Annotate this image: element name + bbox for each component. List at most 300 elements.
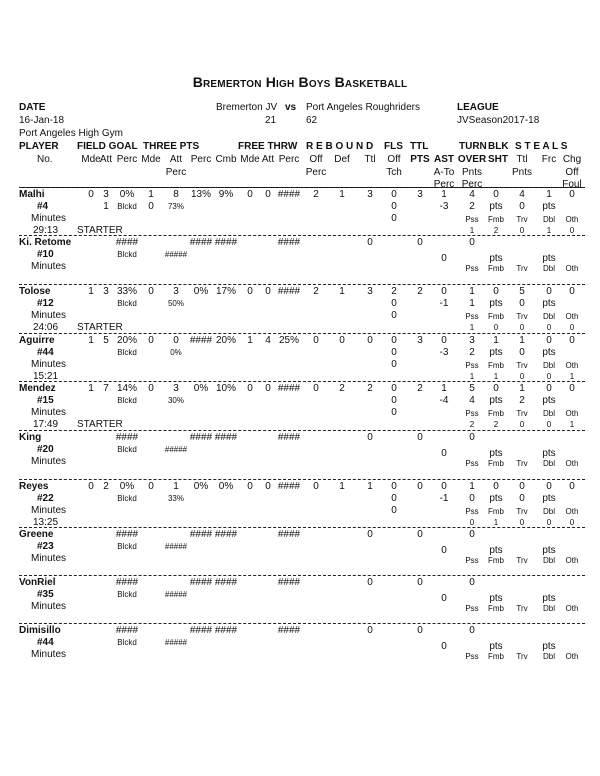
player-number: #15: [37, 395, 54, 406]
steal-pts-label: pts: [542, 545, 556, 556]
stat-ast: 1: [441, 383, 447, 394]
minutes-label: Minutes: [31, 601, 67, 612]
stat-frc: 1: [546, 189, 552, 200]
turnover-pts-label: pts: [489, 545, 503, 556]
header-ttl-reb: Ttl: [364, 154, 376, 165]
stat-fgm: 0: [88, 189, 94, 200]
tp-placeholder: ####: [189, 237, 213, 248]
over-value: 0: [469, 625, 475, 636]
pss-label: Pss: [465, 507, 479, 516]
stat-ftm: 0: [247, 481, 253, 492]
pss-label: Pss: [465, 312, 479, 321]
stat-cmb: 17%: [215, 286, 236, 297]
steal-pts-label: pts: [542, 347, 556, 358]
row-separator: [19, 527, 585, 528]
steal-pts-label: pts: [542, 298, 556, 309]
oth-label: Oth: [565, 361, 579, 370]
turnover-trv-value: 0: [519, 226, 525, 235]
blocked-label: Blckd: [117, 299, 137, 308]
stat-fta: 0: [265, 481, 271, 492]
over-value: 0: [469, 237, 475, 248]
stat-tpp: 0%: [193, 286, 209, 297]
player-name: Malhi: [19, 189, 45, 200]
turnover-pts-label: pts: [489, 448, 503, 459]
stat-frc: 0: [546, 383, 552, 394]
stat-frc: 0: [546, 286, 552, 297]
blocked-tp-value: 0: [148, 201, 154, 212]
player-number: #4: [37, 201, 49, 212]
minutes-label: Minutes: [31, 213, 67, 224]
ttl-reb-value: 0: [367, 432, 373, 443]
trv-label: Trv: [516, 361, 528, 370]
header-ast: AST: [434, 154, 454, 165]
stat-fga: 3: [103, 286, 109, 297]
minutes-label: Minutes: [31, 359, 67, 370]
stat-over: 5: [469, 383, 475, 394]
stat-def: 1: [339, 189, 345, 200]
fls-tch-value: 0: [391, 298, 397, 309]
starter-label: STARTER: [77, 225, 123, 236]
dbl-label: Dbl: [542, 604, 555, 613]
turnover-fmb-value: 0: [493, 323, 499, 332]
stat-chg: 0: [569, 335, 575, 346]
ft-placeholder: ####: [277, 577, 301, 588]
stat-ftm: 0: [247, 286, 253, 297]
stat-over: 1: [469, 481, 475, 492]
blocked-pct: 73%: [167, 202, 184, 211]
blocked-pct-placeholder: #####: [164, 445, 188, 454]
oth-label: Oth: [565, 264, 579, 273]
stat-def: 2: [339, 383, 345, 394]
header-player: PLAYER: [19, 141, 59, 152]
stat-ttl: 0: [367, 335, 373, 346]
stat-ttl: 3: [367, 286, 373, 297]
turnover-oth-value: 1: [569, 420, 575, 429]
fls-tch-value: 0: [391, 347, 397, 358]
stat-def: 1: [339, 481, 345, 492]
fls-tch-value: 0: [391, 201, 397, 212]
stat-frc: 0: [546, 481, 552, 492]
stat-tpp: ####: [189, 335, 213, 346]
stat-cmb: 0%: [218, 481, 234, 492]
minutes-label: Minutes: [31, 649, 67, 660]
blocked-pct-placeholder: #####: [164, 590, 188, 599]
cmb-placeholder: ####: [214, 625, 238, 636]
turnover-pts-label: pts: [489, 395, 503, 406]
turnover-pss-value: 2: [469, 420, 475, 429]
header-blk: BLK: [488, 141, 509, 152]
stat-ftm: 0: [247, 189, 253, 200]
stat-tpa: 8: [173, 189, 179, 200]
stat-pts: 3: [417, 189, 423, 200]
ast-value: 0: [441, 448, 447, 459]
blocked-label: Blckd: [117, 396, 137, 405]
header-ttl: TTL: [410, 141, 429, 152]
player-number: #23: [37, 541, 54, 552]
stat-st: 5: [519, 286, 525, 297]
stat-fga: 3: [103, 189, 109, 200]
report-title: Bremerton High Boys Basketball: [192, 74, 408, 90]
stat-chg: 0: [569, 189, 575, 200]
header-perc-fg: Perc: [116, 154, 138, 165]
stat-over: 4: [469, 189, 475, 200]
stat-off: 2: [313, 286, 319, 297]
over-pts-value: 1: [469, 298, 475, 309]
cmb-placeholder: ####: [214, 432, 238, 443]
dbl-label: Dbl: [542, 556, 555, 565]
stat-blk: 0: [493, 383, 499, 394]
stat-st: 1: [519, 335, 525, 346]
blocked-pct: 33%: [167, 494, 184, 503]
stat-fls: 2: [391, 286, 397, 297]
stat-tpa: 0: [173, 335, 179, 346]
row-separator: [19, 235, 585, 236]
blocked-label: Blckd: [117, 494, 137, 503]
turnover-trv-value: 0: [519, 518, 525, 527]
blocked-pct-placeholder: #####: [164, 250, 188, 259]
stat-cmb: 20%: [215, 335, 236, 346]
stat-off: 2: [313, 189, 319, 200]
stat-tpm: 0: [148, 481, 154, 492]
steal-pts-value: 0: [519, 347, 525, 358]
stat-tpm: 0: [148, 286, 154, 297]
row-separator: [19, 284, 585, 285]
blocked-label: Blckd: [117, 250, 137, 259]
steal-pts-value: 0: [519, 201, 525, 212]
minutes-value: 15:21: [33, 371, 59, 382]
blocked-pct: 0%: [170, 348, 182, 357]
stat-ftm: 1: [247, 335, 253, 346]
row-separator: [19, 479, 585, 480]
fls-row3-value: 0: [391, 505, 397, 516]
trv-label: Trv: [516, 652, 528, 661]
steal-pts-label: pts: [542, 641, 556, 652]
dbl-label: Dbl: [542, 215, 555, 224]
turnover-pts-label: pts: [489, 253, 503, 264]
pss-label: Pss: [465, 556, 479, 565]
player-name: King: [19, 432, 42, 443]
ast-value: 0: [441, 641, 447, 652]
header-off-reb: Off: [309, 154, 323, 165]
home-score: 21: [265, 115, 277, 126]
oth-label: Oth: [565, 312, 579, 321]
vs-label: vs: [285, 102, 297, 113]
stat-fta: 4: [265, 335, 271, 346]
dbl-label: Dbl: [542, 312, 555, 321]
ato-value: -3: [439, 201, 449, 212]
turnover-pts-label: pts: [489, 201, 503, 212]
turnover-pts-label: pts: [489, 347, 503, 358]
header-perc-3p-sub: Perc: [165, 167, 187, 178]
player-name: Aguirre: [19, 335, 55, 346]
turnover-pts-label: pts: [489, 298, 503, 309]
stat-tpp: 0%: [193, 481, 209, 492]
player-number: #35: [37, 589, 54, 600]
fmb-label: Fmb: [488, 507, 504, 516]
stat-fga: 2: [103, 481, 109, 492]
oth-label: Oth: [565, 409, 579, 418]
starter-label: STARTER: [77, 419, 123, 430]
minutes-label: Minutes: [31, 310, 67, 321]
fg-placeholder: ####: [115, 577, 139, 588]
oth-label: Oth: [565, 556, 579, 565]
turnover-dbl-value: 0: [546, 372, 552, 381]
player-name: Tolose: [19, 286, 51, 297]
steal-pts-value: 0: [519, 298, 525, 309]
steal-pts-label: pts: [542, 201, 556, 212]
over-pts-value: 2: [469, 201, 475, 212]
stat-chg: 0: [569, 481, 575, 492]
stat-st: 4: [519, 189, 525, 200]
steal-pts-label: pts: [542, 448, 556, 459]
blocked-label: Blckd: [117, 638, 137, 647]
ft-placeholder: ####: [277, 432, 301, 443]
row-separator: [19, 381, 585, 382]
stat-blk: 0: [493, 481, 499, 492]
player-name: Dimisillo: [19, 625, 61, 636]
stat-fta: 0: [265, 189, 271, 200]
header-att-3p: Att: [169, 154, 183, 165]
header-ttl-steals: Ttl: [516, 154, 528, 165]
blocked-pct: 50%: [167, 299, 184, 308]
fmb-label: Fmb: [488, 215, 504, 224]
header-chg: Chg: [562, 154, 582, 165]
stat-ftm: 0: [247, 383, 253, 394]
minutes-value: 24:06: [33, 322, 59, 333]
over-value: 0: [469, 577, 475, 588]
stat-pts: 0: [417, 481, 423, 492]
stat-fls: 0: [391, 383, 397, 394]
stat-fgm: 1: [88, 335, 94, 346]
header-turn: TURN: [459, 141, 487, 152]
pts-value: 0: [417, 529, 423, 540]
stat-off: 0: [313, 481, 319, 492]
turnover-trv-value: 0: [519, 323, 525, 332]
fmb-label: Fmb: [488, 459, 504, 468]
over-value: 0: [469, 432, 475, 443]
steal-pts-value: 2: [519, 395, 525, 406]
row-separator: [19, 187, 585, 188]
fmb-label: Fmb: [488, 556, 504, 565]
player-name: Reyes: [19, 481, 49, 492]
ato-value: -1: [439, 493, 449, 504]
turnover-dbl-value: 0: [546, 518, 552, 527]
pts-value: 0: [417, 432, 423, 443]
pss-label: Pss: [465, 215, 479, 224]
stat-pts: 2: [417, 286, 423, 297]
over-value: 0: [469, 529, 475, 540]
fmb-label: Fmb: [488, 409, 504, 418]
stat-ftp: ####: [277, 286, 301, 297]
pts-value: 0: [417, 237, 423, 248]
stat-ast: 1: [441, 189, 447, 200]
header-fls-tch: Tch: [386, 167, 402, 178]
ast-value: 0: [441, 545, 447, 556]
ttl-reb-value: 0: [367, 577, 373, 588]
stat-ttl: 2: [367, 383, 373, 394]
stat-fga: 7: [103, 383, 109, 394]
row-separator: [19, 575, 585, 576]
over-pts-value: 2: [469, 347, 475, 358]
player-number: #22: [37, 493, 54, 504]
turnover-pss-value: 1: [469, 226, 475, 235]
turnover-fmb-value: 2: [493, 226, 499, 235]
stat-fgp: 20%: [116, 335, 137, 346]
ast-value: 0: [441, 253, 447, 264]
player-name: Greene: [19, 529, 54, 540]
pts-value: 0: [417, 577, 423, 588]
steal-pts-label: pts: [542, 395, 556, 406]
stat-tpm: 1: [148, 189, 154, 200]
stat-def: 0: [339, 335, 345, 346]
fg-placeholder: ####: [115, 529, 139, 540]
fmb-label: Fmb: [488, 652, 504, 661]
fmb-label: Fmb: [488, 361, 504, 370]
fmb-label: Fmb: [488, 312, 504, 321]
blocked-label: Blckd: [117, 202, 137, 211]
stat-chg: 0: [569, 383, 575, 394]
stat-ftp: 25%: [278, 335, 299, 346]
cmb-placeholder: ####: [214, 577, 238, 588]
ato-value: -3: [439, 347, 449, 358]
turnover-dbl-value: 1: [546, 226, 552, 235]
player-name: VonRiel: [19, 577, 56, 588]
blocked-pct: 30%: [167, 396, 184, 405]
blocked-label: Blckd: [117, 590, 137, 599]
minutes-label: Minutes: [31, 505, 67, 516]
blocked-label: Blckd: [117, 445, 137, 454]
dbl-label: Dbl: [542, 361, 555, 370]
trv-label: Trv: [516, 264, 528, 273]
player-number: #12: [37, 298, 54, 309]
header-fls-off: Off: [387, 154, 401, 165]
header-att-fg: Att: [99, 154, 113, 165]
steal-pts-label: pts: [542, 593, 556, 604]
header-mde-fg: Mde: [81, 154, 101, 165]
header-frc: Frc: [541, 154, 557, 165]
minutes-value: 17:49: [33, 419, 59, 430]
fls-tch-value: 0: [391, 395, 397, 406]
stat-ast: 0: [441, 286, 447, 297]
stat-st: 0: [519, 481, 525, 492]
header-free-thrw: FREE THRW: [238, 141, 298, 152]
turnover-oth-value: 1: [569, 372, 575, 381]
turnover-pss-value: 0: [469, 518, 475, 527]
fls-row3-value: 0: [391, 310, 397, 321]
stat-fgp: 14%: [116, 383, 137, 394]
oth-label: Oth: [565, 604, 579, 613]
header-perc-3p: Perc: [190, 154, 212, 165]
header-perc-ft: Perc: [278, 154, 300, 165]
ast-value: 0: [441, 593, 447, 604]
stat-fgm: 1: [88, 286, 94, 297]
dbl-label: Dbl: [542, 264, 555, 273]
pss-label: Pss: [465, 361, 479, 370]
turnover-trv-value: 0: [519, 420, 525, 429]
stat-fgm: 0: [88, 481, 94, 492]
stat-blk: 0: [493, 286, 499, 297]
turnover-pts-label: pts: [489, 641, 503, 652]
header-steals: S T E A L S: [515, 141, 568, 152]
league-name: JVSeason2017-18: [457, 115, 540, 126]
fmb-label: Fmb: [488, 264, 504, 273]
trv-label: Trv: [516, 459, 528, 468]
ato-value: -1: [439, 298, 449, 309]
stat-tpp: 13%: [190, 189, 211, 200]
stat-pts: 3: [417, 335, 423, 346]
fg-placeholder: ####: [115, 432, 139, 443]
over-pts-value: 0: [469, 493, 475, 504]
turnover-pts-label: pts: [489, 493, 503, 504]
turnover-pss-value: 1: [469, 323, 475, 332]
stat-def: 1: [339, 286, 345, 297]
stat-st: 1: [519, 383, 525, 394]
home-team: Bremerton JV: [216, 102, 278, 113]
header-no: No.: [37, 154, 53, 165]
ft-placeholder: ####: [277, 237, 301, 248]
turnover-oth-value: 0: [569, 226, 575, 235]
stat-fta: 0: [265, 383, 271, 394]
tp-placeholder: ####: [189, 529, 213, 540]
turnover-trv-value: 0: [519, 372, 525, 381]
game-date: 16-Jan-18: [19, 115, 65, 126]
stat-over: 1: [469, 286, 475, 297]
turnover-dbl-value: 0: [546, 323, 552, 332]
stat-tpm: 0: [148, 335, 154, 346]
minutes-label: Minutes: [31, 261, 67, 272]
steal-pts-label: pts: [542, 493, 556, 504]
ft-placeholder: ####: [277, 625, 301, 636]
minutes-value: 13:25: [33, 517, 59, 528]
stat-fls: 0: [391, 335, 397, 346]
header-pnts-over: Pnts: [461, 167, 482, 178]
stat-fls: 0: [391, 481, 397, 492]
header-mde-ft: Mde: [240, 154, 260, 165]
game-location: Port Angeles High Gym: [19, 128, 123, 139]
pss-label: Pss: [465, 652, 479, 661]
minutes-value: 29:13: [33, 225, 59, 236]
ttl-reb-value: 0: [367, 237, 373, 248]
stat-fgm: 1: [88, 383, 94, 394]
header-off-perc: Perc: [305, 167, 327, 178]
stat-cmb: 10%: [215, 383, 236, 394]
stat-fgp: 0%: [119, 481, 135, 492]
league-label: LEAGUE: [457, 102, 499, 113]
trv-label: Trv: [516, 507, 528, 516]
oth-label: Oth: [565, 652, 579, 661]
stat-blk: 1: [493, 335, 499, 346]
pts-value: 0: [417, 625, 423, 636]
row-separator: [19, 430, 585, 431]
fls-row3-value: 0: [391, 407, 397, 418]
minutes-label: Minutes: [31, 456, 67, 467]
away-team: Port Angeles Roughriders: [306, 102, 420, 113]
cmb-placeholder: ####: [214, 237, 238, 248]
stat-pts: 2: [417, 383, 423, 394]
stat-ftp: ####: [277, 383, 301, 394]
stat-ast: 0: [441, 481, 447, 492]
tp-placeholder: ####: [189, 432, 213, 443]
dbl-label: Dbl: [542, 507, 555, 516]
stat-fgp: 0%: [119, 189, 135, 200]
fmb-label: Fmb: [488, 604, 504, 613]
stat-tpp: 0%: [193, 383, 209, 394]
trv-label: Trv: [516, 409, 528, 418]
header-cmb: Cmb: [215, 154, 237, 165]
stat-fgp: 33%: [116, 286, 137, 297]
trv-label: Trv: [516, 556, 528, 565]
player-name: Ki. Retome: [19, 237, 72, 248]
